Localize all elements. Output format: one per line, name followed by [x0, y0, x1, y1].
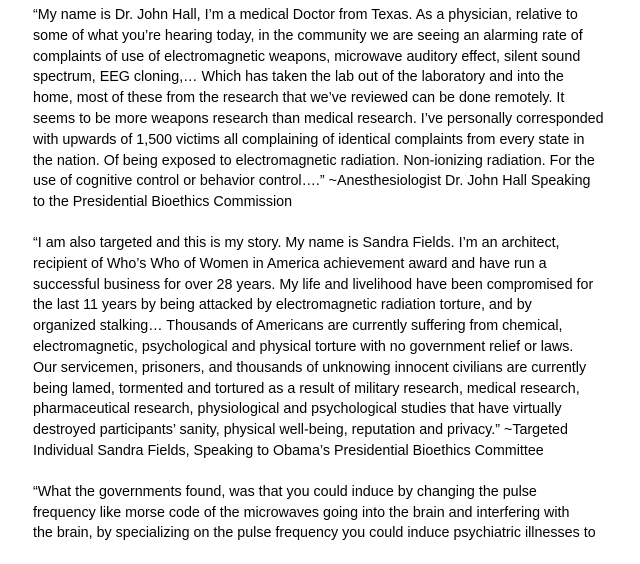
text-line: the last 11 years by being attacked by electromagnetic radiation torture, and by — [33, 297, 532, 314]
text-line: frequency like morse code of the microwaves going into the brain and interfering with — [33, 504, 570, 521]
text-line: pharmaceutical research, physiological and psychological studies that have virtually — [33, 401, 562, 418]
text-line: the brain, by specializing on the pulse frequency you could induce psychiatric illnesses to — [33, 525, 596, 542]
quote-paragraph-governments — [33, 482, 611, 544]
text-line: seems to be more weapons research than medical research. I’ve personally corresponded — [33, 110, 604, 127]
text-line: electromagnetic, psychological and physical torture with no government relief or laws. — [33, 338, 574, 355]
text-line: complaints of use of electromagnetic weapons, microwave auditory effect, silent sound — [33, 48, 581, 65]
text-line: “What the governments found, was that you could induce by changing the pulse — [33, 483, 537, 500]
text-line: home, most of these from the research that we’ve reviewed can be done remotely. It — [33, 90, 565, 107]
quote-paragraph-john-hall — [33, 5, 611, 213]
text-line: recipient of Who’s Who of Women in America achievement award and have run a — [33, 255, 547, 272]
text-line: some of what you’re hearing today, in the community we are seeing an alarming rate of — [33, 27, 583, 44]
text-line: successful business for over 28 years. My life and livelihood have been compromised for — [33, 276, 594, 293]
quote-paragraph-sandra-fields — [33, 233, 611, 462]
text-line: the nation. Of being exposed to electromagnetic radiation. Non-ionizing radiation. For the — [33, 152, 595, 169]
document-body — [33, 5, 611, 564]
text-line: “I am also targeted and this is my story. My name is Sandra Fields. I’m an architect, — [33, 234, 560, 251]
text-line: spectrum, EEG cloning,… Which has taken the lab out of the laboratory and into the — [33, 69, 564, 86]
text-line: destroyed participants’ sanity, physical well-being, reputation and privacy.” ~Targeted — [33, 422, 568, 439]
text-line: to the Presidential Bioethics Commission — [33, 194, 293, 211]
text-line: “My name is Dr. John Hall, I’m a medical Doctor from Texas. As a physician, relative to — [33, 7, 578, 23]
text-line: use of cognitive control or behavior control….” ~Anesthesiologist Dr. John Hall Speaking — [33, 173, 591, 190]
text-line: Individual Sandra Fields, Speaking to Obama’s Presidential Bioethics Committee — [33, 442, 544, 459]
text-line: with upwards of 1,500 victims all complaining of identical complaints from every state in — [33, 131, 585, 148]
text-line: Our servicemen, prisoners, and thousands of unknowing innocent civilians are currently — [33, 359, 587, 376]
text-line: being lamed, tormented and tortured as a result of military research, medical research, — [33, 380, 580, 397]
text-line: organized stalking… Thousands of Americans are currently suffering from chemical, — [33, 318, 563, 335]
